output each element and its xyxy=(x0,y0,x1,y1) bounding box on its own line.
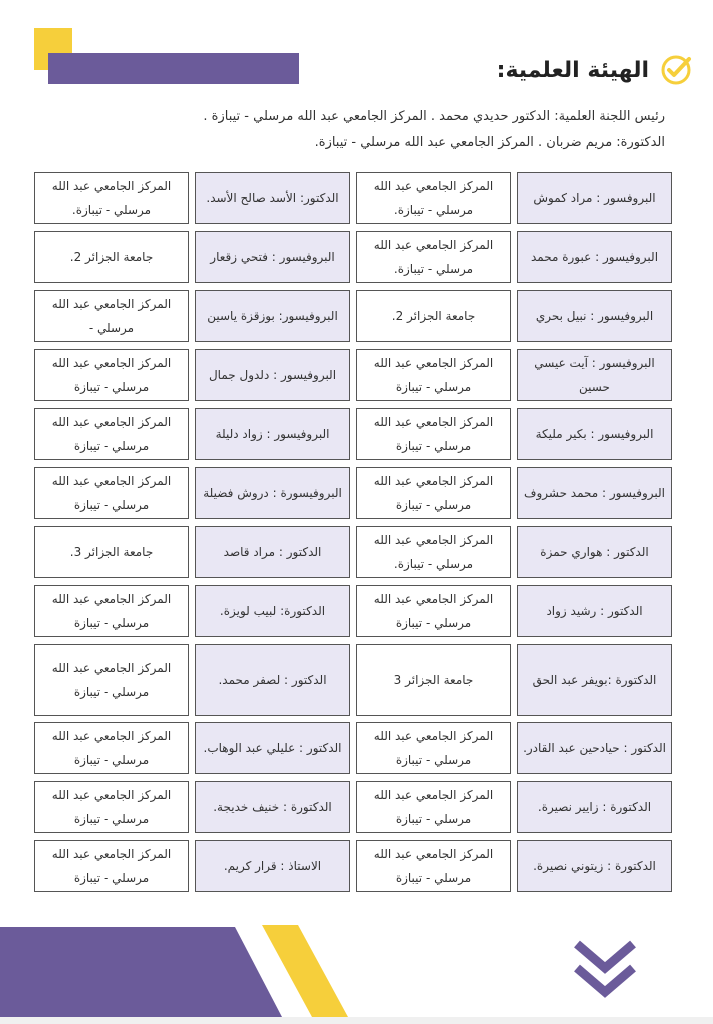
institution-cell: المركز الجامعي عبد الله مرسلي - تيبازة xyxy=(356,781,511,833)
member-name-cell: الدكتورة : خنيف خديجة. xyxy=(195,781,350,833)
institution-cell: المركز الجامعي عبد الله مرسلي - تيبازة xyxy=(34,644,189,716)
member-name-cell: البروفيسور : زواد دليلة xyxy=(195,408,350,460)
member-name-cell: البروفيسور : محمد حشروف xyxy=(517,467,672,519)
member-name-cell: الدكتور: الأسد صالح الأسد. xyxy=(195,172,350,224)
committee-chair-line: رئيس اللجنة العلمية: الدكتور حديدي محمد . المركز الجامعي عبد الله مرسلي - تيبازة . xyxy=(203,109,665,124)
member-name-cell: الدكتور : لصفر محمد. xyxy=(195,644,350,716)
member-name-cell: البروفيسور : عبورة محمد xyxy=(517,231,672,283)
institution-cell: المركز الجامعي عبد الله مرسلي - xyxy=(34,290,189,342)
committee-table xyxy=(34,172,672,892)
footer-strip xyxy=(0,1017,713,1024)
member-name-cell: الدكتورة: لبيب لويزة. xyxy=(195,585,350,637)
institution-cell: المركز الجامعي عبد الله مرسلي - تيبازة xyxy=(356,349,511,401)
member-name-cell: الدكتور : هواري حمزة xyxy=(517,526,672,578)
member-name-cell: الدكتور : حيادحين عبد القادر. xyxy=(517,722,672,774)
institution-cell: المركز الجامعي عبد الله مرسلي - تيبازة xyxy=(34,840,189,892)
member-name-cell: البروفيسور : فتحي زقعار xyxy=(195,231,350,283)
institution-cell: المركز الجامعي عبد الله مرسلي - تيبازة xyxy=(356,585,511,637)
institution-cell: المركز الجامعي عبد الله مرسلي - تيبازة xyxy=(356,467,511,519)
institution-cell: جامعة الجزائر 3. xyxy=(34,526,189,578)
institution-cell: جامعة الجزائر 2. xyxy=(34,231,189,283)
institution-cell: المركز الجامعي عبد الله مرسلي - تيبازة xyxy=(356,408,511,460)
member-name-cell: الدكتورة : زيتوني نصيرة. xyxy=(517,840,672,892)
member-name-cell: الاستاذ : قرار كريم. xyxy=(195,840,350,892)
institution-cell: المركز الجامعي عبد الله مرسلي - تيبازة xyxy=(356,722,511,774)
member-name-cell: البروفسور : مراد كموش xyxy=(517,172,672,224)
institution-cell: المركز الجامعي عبد الله مرسلي - تيبازة xyxy=(34,349,189,401)
member-name-cell: البروفيسور : نبيل بحري xyxy=(517,290,672,342)
page-heading xyxy=(497,50,693,90)
institution-cell: المركز الجامعي عبد الله مرسلي - تيبازة xyxy=(34,722,189,774)
member-name-cell: البروفيسورة : دروش فضيلة xyxy=(195,467,350,519)
member-name-cell: البروفيسور : دلدول جمال xyxy=(195,349,350,401)
double-chevron-down-icon xyxy=(573,940,637,1002)
member-name-cell: الدكتورة :بويفر عبد الحق xyxy=(517,644,672,716)
member-name-cell: الدكتور : مراد قاصد xyxy=(195,526,350,578)
member-name-cell: البروفيسور : بكير مليكة xyxy=(517,408,672,460)
institution-cell: المركز الجامعي عبد الله مرسلي - تيبازة xyxy=(34,467,189,519)
institution-cell: المركز الجامعي عبد الله مرسلي - تيبازة. xyxy=(356,231,511,283)
member-name-cell: الدكتور : رشيد زواد xyxy=(517,585,672,637)
decorative-purple-bar xyxy=(48,53,299,84)
institution-cell: المركز الجامعي عبد الله مرسلي - تيبازة. xyxy=(356,526,511,578)
institution-cell: المركز الجامعي عبد الله مرسلي - تيبازة. xyxy=(356,172,511,224)
member-name-cell: البروفيسور: بوزقزة ياسين xyxy=(195,290,350,342)
institution-cell: جامعة الجزائر 2. xyxy=(356,290,511,342)
institution-cell: المركز الجامعي عبد الله مرسلي - تيبازة xyxy=(34,781,189,833)
member-name-cell: البروفيسور : آيت عيسي حسين xyxy=(517,349,672,401)
institution-cell: المركز الجامعي عبد الله مرسلي - تيبازة xyxy=(356,840,511,892)
committee-member-line: الدكتورة: مريم ضربان . المركز الجامعي عبد الله مرسلي - تيبازة. xyxy=(314,135,665,150)
institution-cell: المركز الجامعي عبد الله مرسلي - تيبازة xyxy=(34,408,189,460)
page-title: الهيئة العلمية: xyxy=(496,57,649,83)
member-name-cell: الدكتور : عليلي عبد الوهاب. xyxy=(195,722,350,774)
member-name-cell: الدكتورة : زايير نصيرة. xyxy=(517,781,672,833)
institution-cell: المركز الجامعي عبد الله مرسلي - تيبازة. xyxy=(34,172,189,224)
institution-cell: جامعة الجزائر 3 xyxy=(356,644,511,716)
institution-cell: المركز الجامعي عبد الله مرسلي - تيبازة xyxy=(34,585,189,637)
check-circle-icon xyxy=(659,53,693,87)
